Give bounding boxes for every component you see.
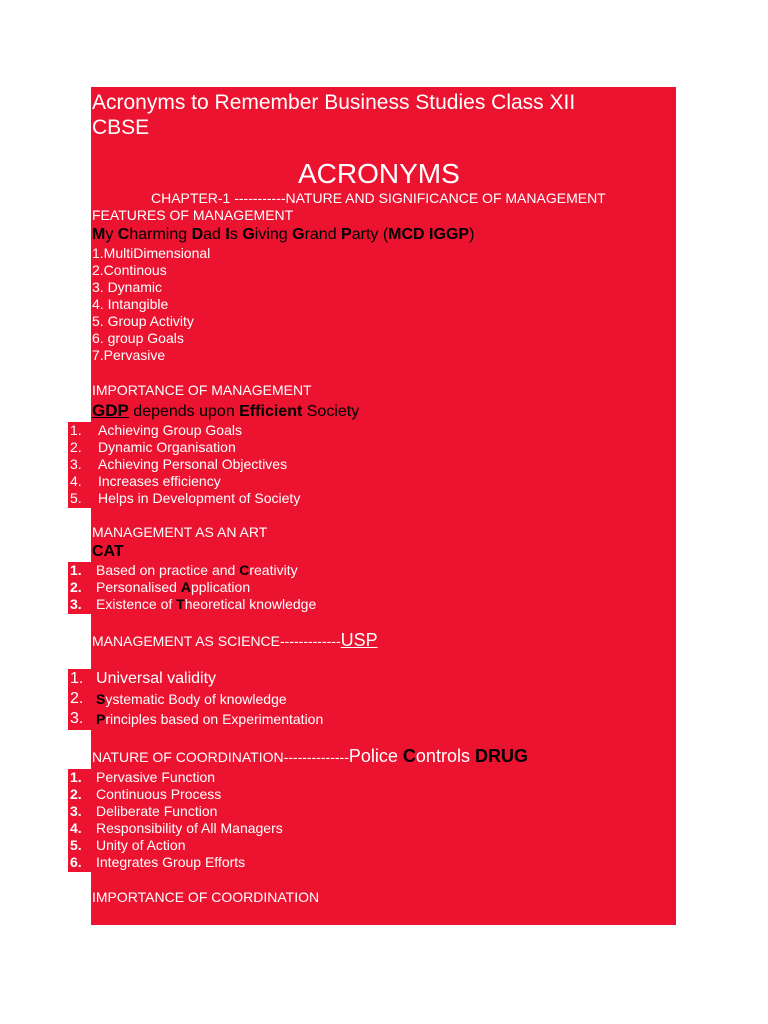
features-list [92, 245, 210, 364]
science-acronym: USP [340, 630, 378, 650]
list-item: Continuous Process [96, 786, 222, 802]
list-item: 2.Continous [92, 262, 167, 278]
list-item: 7.Pervasive [92, 347, 166, 363]
mnemonic-letter: M [92, 226, 106, 243]
list-item: Pervasive Function [96, 769, 216, 785]
coordination-numbers [70, 769, 82, 871]
list-item: Achieving Group Goals [98, 422, 242, 438]
list-number: 2. [70, 439, 82, 455]
list-number: 3. [70, 596, 82, 612]
list-number: 3. [70, 710, 84, 727]
mnemonic-rest: harming [129, 226, 192, 243]
key-letter: P [96, 711, 106, 727]
list-number: 4. [70, 473, 82, 489]
list-item: 4. Intangible [92, 296, 169, 312]
list-item: 1.MultiDimensional [92, 245, 211, 261]
art-list [96, 562, 316, 613]
coordination-heading [92, 748, 528, 766]
title-line-2: CBSE [92, 116, 150, 139]
list-item [96, 689, 323, 709]
item-text: niversal validity [107, 670, 217, 687]
list-item: Helps in Development of Society [98, 490, 301, 506]
mnemonic-acronym: DRUG [474, 746, 528, 766]
mnemonic-keyword: Efficient [239, 403, 303, 420]
item-text: heoretical knowledge [184, 596, 317, 612]
science-list [96, 669, 323, 729]
mnemonic-rest: ontrols [415, 746, 475, 766]
key-letter: A [180, 579, 191, 595]
list-item: Unity of Action [96, 837, 186, 853]
list-number: 3. [70, 456, 82, 472]
list-item: Increases efficiency [98, 473, 221, 489]
importance-coordination-heading: IMPORTANCE OF COORDINATION [92, 889, 320, 905]
list-item: 5. Group Activity [92, 313, 194, 329]
mnemonic-rest: arty ( [351, 226, 389, 243]
mnemonic-rest: Society [302, 403, 360, 420]
mnemonic-letter: G [242, 226, 255, 243]
list-number: 5. [70, 837, 82, 853]
item-text: reativity [249, 562, 298, 578]
list-item: 3. Dynamic [92, 279, 163, 295]
list-item: Dynamic Organisation [98, 439, 236, 455]
mnemonic-rest: rand [304, 226, 342, 243]
mnemonic-acronym: GDP [92, 401, 129, 420]
list-number: 3. [70, 803, 82, 819]
list-item: Deliberate Function [96, 803, 218, 819]
mnemonic-rest: y [105, 226, 118, 243]
mnemonic-rest: s [229, 226, 243, 243]
key-letter: C [239, 562, 250, 578]
mnemonic-letter: P [348, 746, 361, 766]
list-item: Achieving Personal Objectives [98, 456, 288, 472]
list-number: 4. [70, 820, 82, 836]
mnemonic-letter: D [191, 226, 204, 243]
list-number: 1. [70, 670, 84, 687]
item-text: ystematic Body of knowledge [105, 691, 287, 707]
list-item [96, 709, 323, 729]
mnemonic-letter: I [225, 226, 230, 243]
science-heading [92, 632, 378, 650]
list-item [96, 579, 316, 596]
features-heading: FEATURES OF MANAGEMENT [92, 207, 294, 223]
mnemonic-letter: G [292, 226, 305, 243]
mnemonic-letter: C [402, 746, 416, 766]
art-heading: MANAGEMENT AS AN ART [92, 524, 268, 540]
list-number: 1. [70, 769, 82, 785]
importance-heading: IMPORTANCE OF MANAGEMENT [92, 382, 312, 398]
mnemonic-rest: depends upon [128, 403, 240, 420]
list-number: 1. [70, 422, 82, 438]
list-item [96, 562, 316, 579]
acronyms-heading: ACRONYMS [298, 158, 460, 189]
title-line-1: Acronyms to Remember Business Studies Class XII [92, 91, 576, 114]
mnemonic-rest: ) [469, 226, 475, 243]
mnemonic-letter: C [117, 226, 130, 243]
list-number: 6. [70, 854, 82, 870]
list-item: Responsibility of All Managers [96, 820, 283, 836]
list-item: Integrates Group Efforts [96, 854, 246, 870]
coordination-list [96, 769, 283, 871]
list-item [96, 596, 316, 613]
mnemonic-rest: olice [360, 746, 403, 766]
features-mnemonic [92, 225, 474, 245]
item-text: Existence of [96, 596, 177, 612]
item-text: Based on practice and [96, 562, 240, 578]
document-title [92, 90, 575, 140]
importance-list [98, 422, 300, 507]
art-acronym: CAT [92, 543, 124, 560]
mnemonic-rest: iving [254, 226, 293, 243]
art-numbers [70, 562, 82, 613]
coordination-heading-text: NATURE OF COORDINATION-------------- [92, 749, 349, 765]
key-letter: T [176, 596, 185, 612]
mnemonic-acronym: MCD IGGP [388, 226, 470, 243]
list-number: 2. [70, 579, 82, 595]
list-item: 6. group Goals [92, 330, 184, 346]
mnemonic-letter: P [341, 226, 352, 243]
list-number: 1. [70, 562, 82, 578]
mnemonic-rest: ad [203, 226, 226, 243]
key-letter: S [96, 691, 106, 707]
key-letter: U [96, 670, 108, 687]
list-number: 5. [70, 490, 82, 506]
importance-mnemonic [92, 401, 359, 422]
item-text: pplication [190, 579, 251, 595]
chapter-heading: CHAPTER-1 -----------NATURE AND SIGNIFICANCE OF MANAGEMENT [151, 190, 606, 206]
list-number: 2. [70, 690, 84, 707]
science-numbers [70, 669, 83, 729]
importance-numbers [70, 422, 82, 507]
science-heading-text: MANAGEMENT AS SCIENCE------------- [92, 633, 341, 649]
list-number: 2. [70, 786, 82, 802]
list-item [96, 669, 323, 689]
item-text: rinciples based on Experimentation [105, 711, 324, 727]
item-text: Personalised [96, 579, 181, 595]
